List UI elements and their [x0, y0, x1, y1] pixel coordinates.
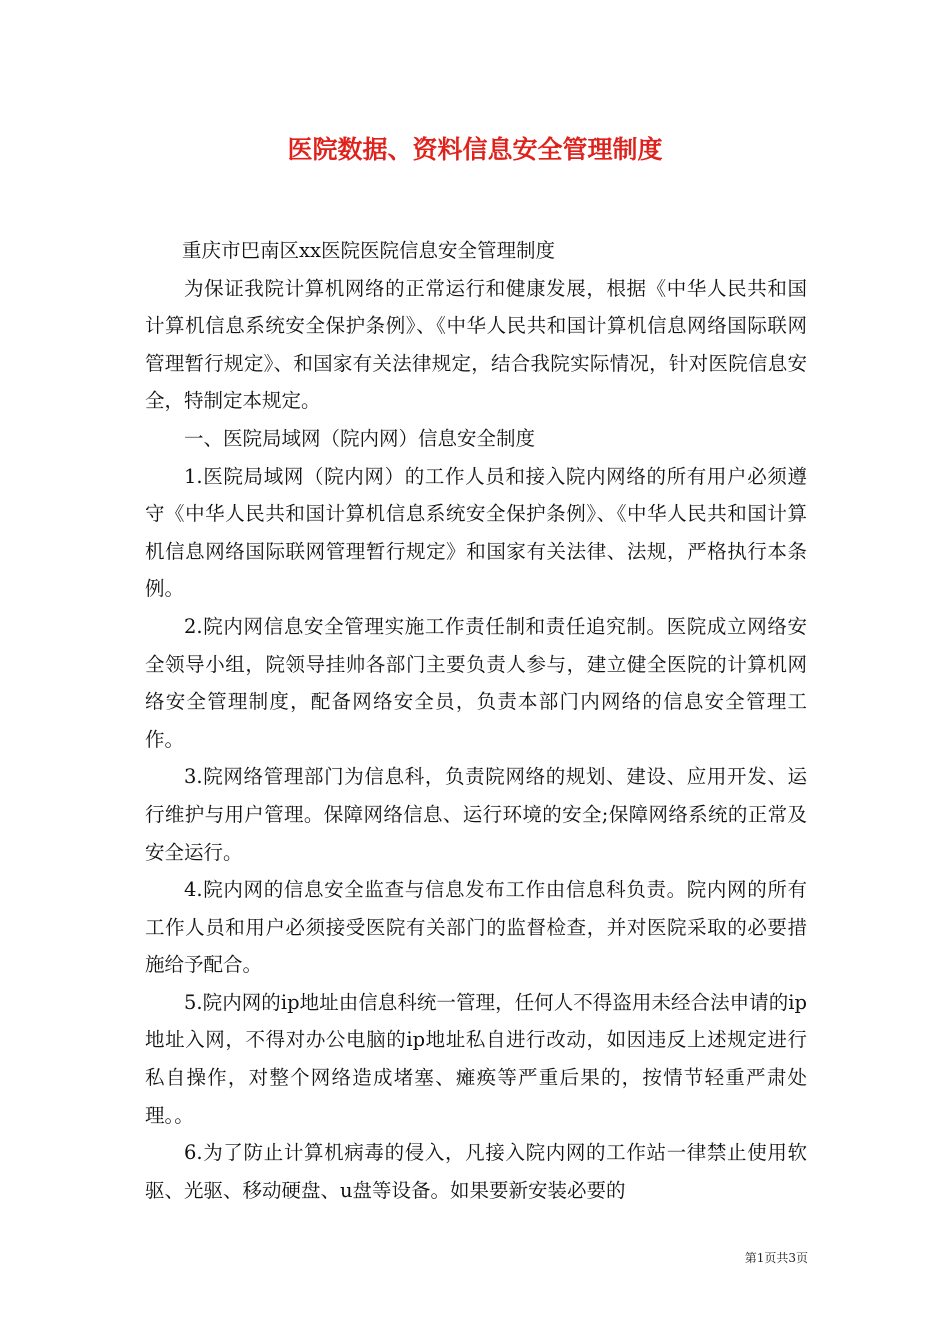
- paragraph-item-3: 3.院网络管理部门为信息科，负责院网络的规划、建设、应用开发、运行维护与用户管理。保障网络信息、运行环境的安全;保障网络系统的正常及安全运行。: [145, 765, 807, 864]
- paragraph-item-5: 5.院内网的ip地址由信息科统一管理，任何人不得盗用未经合法申请的ip地址入网，不得对办公电脑的ip地址私自进行改动，如因违反上述规定进行私自操作，对整个网络造成堵塞、瘫痪等严重后果的，按情节轻重严肃处理。。: [145, 990, 807, 1127]
- document-body: [145, 232, 807, 1209]
- paragraph-item-4: 4.院内网的信息安全监查与信息发布工作由信息科负责。院内网的所有工作人员和用户必须接受医院有关部门的监督检查，并对医院采取的必要措施给予配合。: [145, 878, 807, 977]
- paragraph-item-2: 2.院内网信息安全管理实施工作责任制和责任追究制。医院成立网络安全领导小组，院领导挂帅各部门主要负责人参与，建立健全医院的计算机网络安全管理制度，配备网络安全员，负责本部门内网络的信息安全管理工作。: [145, 614, 807, 751]
- paragraph-item-1: 1.医院局域网（院内网）的工作人员和接入院内网络的所有用户必须遵守《中华人民共和国计算机信息系统安全保护条例》、《中华人民共和国计算机信息网络国际联网管理暂行规定》和国家有关法律、法规，严格执行本条例。: [145, 464, 807, 601]
- paragraph-hospital-name: 重庆市巴南区xx医院医院信息安全管理制度: [182, 239, 556, 262]
- page-number: 第1页共3页: [744, 1251, 808, 1265]
- paragraph-intro: 为保证我院计算机网络的正常运行和健康发展，根据《中华人民共和国计算机信息系统安全保护条例》、《中华人民共和国计算机信息网络国际联网管理暂行规定》、和国家有关法律规定，结合我院实际情况，针对医院信息安全，特制定本规定。: [145, 276, 807, 413]
- section-heading: 一、医院局域网（院内网）信息安全制度: [184, 426, 536, 450]
- document-title: 医院数据、资料信息安全管理制度: [287, 135, 663, 164]
- paragraph-item-6: 6.为了防止计算机病毒的侵入，凡接入院内网的工作站一律禁止使用软驱、光驱、移动硬盘、u盘等设备。如果要新安装必要的: [145, 1141, 807, 1202]
